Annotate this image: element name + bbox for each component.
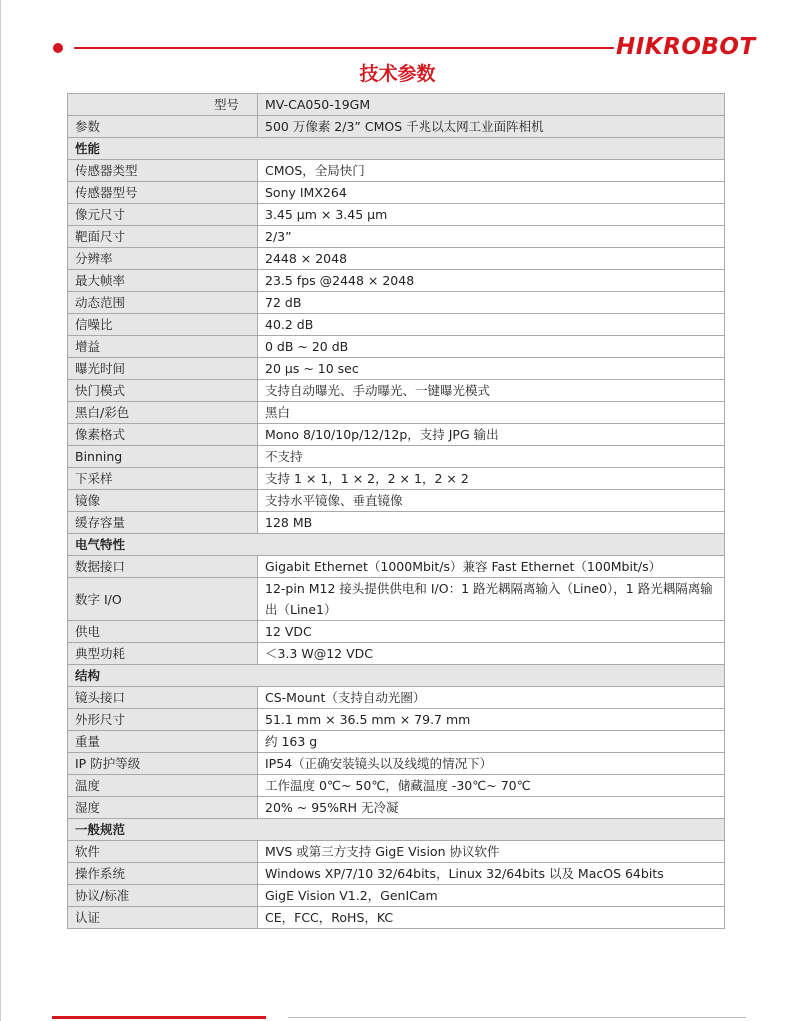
section-title: 电气特性 [68,534,725,556]
model-label: 型号 [68,94,258,116]
spec-value: 0 dB ~ 20 dB [258,336,725,358]
spec-label: 曝光时间 [68,358,258,380]
spec-value: Mono 8/10/10p/12/12p，支持 JPG 输出 [258,424,725,446]
table-row [68,402,725,424]
spec-label: 增益 [68,336,258,358]
footer-rule-red [52,1016,266,1019]
spec-label: 数字 I/O [68,578,258,621]
table-row [68,578,725,621]
table-row [68,468,725,490]
section-title: 结构 [68,665,725,687]
section-title: 一般规范 [68,819,725,841]
spec-label: 重量 [68,731,258,753]
table-row [68,556,725,578]
table-row [68,643,725,665]
spec-label: 靶面尺寸 [68,226,258,248]
table-row [68,775,725,797]
spec-label: 供电 [68,621,258,643]
desc-value: 500 万像素 2/3” CMOS 千兆以太网工业面阵相机 [258,116,725,138]
spec-label: IP 防护等级 [68,753,258,775]
spec-label: 下采样 [68,468,258,490]
spec-value: IP54（正确安装镜头以及线缆的情况下） [258,753,725,775]
spec-value: 23.5 fps @2448 × 2048 [258,270,725,292]
spec-value: Sony IMX264 [258,182,725,204]
spec-value: GigE Vision V1.2，GenICam [258,885,725,907]
table-row [68,490,725,512]
section-header-row [68,665,725,687]
spec-label: 像元尺寸 [68,204,258,226]
spec-value: 2/3” [258,226,725,248]
table-row [68,160,725,182]
footer-rule-gray [288,1017,746,1018]
spec-value: 支持水平镜像、垂直镜像 [258,490,725,512]
table-row [68,687,725,709]
spec-label: 黑白/彩色 [68,402,258,424]
spec-label: 镜像 [68,490,258,512]
table-row [68,292,725,314]
spec-label: Binning [68,446,258,468]
table-row [68,797,725,819]
spec-label: 协议/标准 [68,885,258,907]
spec-value: 不支持 [258,446,725,468]
spec-value: 51.1 mm × 36.5 mm × 79.7 mm [258,709,725,731]
spec-value: CS-Mount（支持自动光圈） [258,687,725,709]
spec-value: 20 µs ~ 10 sec [258,358,725,380]
spec-label: 传感器型号 [68,182,258,204]
page-title: 技术参数 [359,63,436,85]
spec-value: 20% ~ 95%RH 无冷凝 [258,797,725,819]
table-row [68,907,725,929]
spec-value: Windows XP/7/10 32/64bits，Linux 32/64bits 以及 MacOS 64bits [258,863,725,885]
spec-value: 12 VDC [258,621,725,643]
spec-value: Gigabit Ethernet（1000Mbit/s）兼容 Fast Ethernet（100Mbit/s） [258,556,725,578]
table-row [68,753,725,775]
table-row [68,731,725,753]
spec-value: 支持自动曝光、手动曝光、一键曝光模式 [258,380,725,402]
spec-label: 分辨率 [68,248,258,270]
spec-table [67,93,725,929]
table-row [68,512,725,534]
spec-value: 12-pin M12 接头提供供电和 I/O：1 路光耦隔离输入（Line0），1 路光耦隔离输出（Line1） [258,578,725,621]
spec-label: 操作系统 [68,863,258,885]
spec-label: 数据接口 [68,556,258,578]
model-value: MV-CA050-19GM [258,94,725,116]
spec-value: MVS 或第三方支持 GigE Vision 协议软件 [258,841,725,863]
spec-label: 镜头接口 [68,687,258,709]
table-head-row-model [68,94,725,116]
table-head-row-desc [68,116,725,138]
table-row [68,270,725,292]
table-row [68,446,725,468]
header-dot [53,43,63,53]
table-row [68,314,725,336]
table-row [68,885,725,907]
spec-value: 3.45 µm × 3.45 µm [258,204,725,226]
section-header-row [68,534,725,556]
section-title: 性能 [68,138,725,160]
spec-value: 约 163 g [258,731,725,753]
table-row [68,380,725,402]
spec-label: 湿度 [68,797,258,819]
spec-label: 传感器类型 [68,160,258,182]
spec-value: 72 dB [258,292,725,314]
spec-value: ＜3.3 W@12 VDC [258,643,725,665]
table-row [68,336,725,358]
spec-value: 工作温度 0℃~ 50℃，储藏温度 -30℃~ 70℃ [258,775,725,797]
table-row [68,621,725,643]
spec-label: 最大帧率 [68,270,258,292]
table-row [68,182,725,204]
param-label: 参数 [68,116,258,138]
section-header-row [68,819,725,841]
spec-label: 温度 [68,775,258,797]
spec-value: 黑白 [258,402,725,424]
spec-value: 2448 × 2048 [258,248,725,270]
spec-value: CE，FCC，RoHS，KC [258,907,725,929]
table-row [68,863,725,885]
spec-label: 像素格式 [68,424,258,446]
table-row [68,358,725,380]
spec-label: 快门模式 [68,380,258,402]
table-row [68,248,725,270]
spec-label: 典型功耗 [68,643,258,665]
spec-label: 认证 [68,907,258,929]
table-row [68,424,725,446]
section-header-row [68,138,725,160]
spec-value: 128 MB [258,512,725,534]
spec-label: 信噪比 [68,314,258,336]
brand-logo: HIKROBOT [616,34,756,60]
header-rule [74,47,614,49]
table-row [68,204,725,226]
table-row [68,841,725,863]
spec-value: 支持 1 × 1，1 × 2，2 × 1，2 × 2 [258,468,725,490]
spec-label: 外形尺寸 [68,709,258,731]
spec-value: CMOS，全局快门 [258,160,725,182]
table-row [68,709,725,731]
spec-label: 软件 [68,841,258,863]
spec-label: 缓存容量 [68,512,258,534]
table-row [68,226,725,248]
spec-label: 动态范围 [68,292,258,314]
spec-value: 40.2 dB [258,314,725,336]
